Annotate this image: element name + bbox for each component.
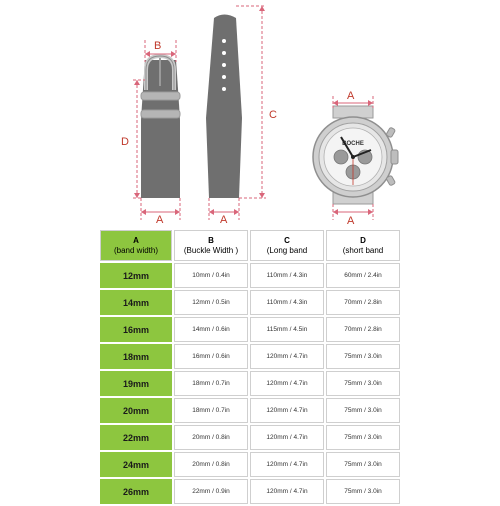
band-width-cell: 18mm xyxy=(100,344,172,369)
short-band-cell: 75mm / 3.0in xyxy=(326,425,400,450)
header-band-width xyxy=(100,230,172,261)
header-label: (Long band xyxy=(266,245,308,255)
table-row xyxy=(100,290,400,315)
header-long-band xyxy=(250,230,324,261)
buckle-width-cell: 18mm / 0.7in xyxy=(174,398,248,423)
buckle-width-cell: 20mm / 0.8in xyxy=(174,425,248,450)
long-band-cell: 120mm / 4.7in xyxy=(250,398,324,423)
short-band-cell: 70mm / 2.8in xyxy=(326,290,400,315)
band-width-cell: 22mm xyxy=(100,425,172,450)
table-row xyxy=(100,371,400,396)
dimension-a-short xyxy=(141,198,180,226)
buckle-width-cell: 22mm / 0.9in xyxy=(174,479,248,504)
dimension-a-watch-top xyxy=(333,90,373,108)
table-row xyxy=(100,317,400,342)
header-letter: B xyxy=(208,235,214,245)
dimension-a-long xyxy=(209,198,239,226)
label-a: A xyxy=(347,90,355,102)
buckle-width-cell: 16mm / 0.6in xyxy=(174,344,248,369)
short-band-cell: 75mm / 3.0in xyxy=(326,479,400,504)
band-width-cell: 14mm xyxy=(100,290,172,315)
short-band-cell: 75mm / 3.0in xyxy=(326,344,400,369)
header-label: (short band xyxy=(342,245,384,255)
table-row xyxy=(100,479,400,504)
long-band-cell: 120mm / 4.7in xyxy=(250,344,324,369)
watch-illustration xyxy=(313,106,398,204)
header-short-band xyxy=(326,230,400,261)
band-width-cell: 16mm xyxy=(100,317,172,342)
band-width-cell: 24mm xyxy=(100,452,172,477)
label-a: A xyxy=(347,215,355,227)
size-chart-table xyxy=(98,228,402,506)
buckle-width-cell: 10mm / 0.4in xyxy=(174,263,248,288)
header-letter: C xyxy=(284,235,290,245)
table-row xyxy=(100,398,400,423)
dimension-a-watch-bottom xyxy=(333,204,373,227)
header-letter: D xyxy=(360,235,366,245)
header-letter: A xyxy=(133,235,139,245)
short-band-cell: 70mm / 2.8in xyxy=(326,317,400,342)
buckle-width-cell: 20mm / 0.8in xyxy=(174,452,248,477)
buckle-width-cell: 14mm / 0.6in xyxy=(174,317,248,342)
label-a: A xyxy=(220,214,228,226)
long-band-cell: 115mm / 4.5in xyxy=(250,317,324,342)
long-band-cell: 120mm / 4.7in xyxy=(250,452,324,477)
band-width-cell: 12mm xyxy=(100,263,172,288)
long-band-cell: 120mm / 4.7in xyxy=(250,371,324,396)
long-band-cell: 120mm / 4.7in xyxy=(250,479,324,504)
short-band-cell: 75mm / 3.0in xyxy=(326,452,400,477)
table-row xyxy=(100,344,400,369)
header-buckle-width xyxy=(174,230,248,261)
long-band-cell: 110mm / 4.3in xyxy=(250,290,324,315)
dimension-c xyxy=(236,6,277,198)
table-row xyxy=(100,452,400,477)
band-width-cell: 20mm xyxy=(100,398,172,423)
watch-brand: BOCHE xyxy=(342,141,364,147)
label-d: D xyxy=(121,136,129,148)
strap-dimension-diagram xyxy=(0,0,500,230)
band-width-cell: 26mm xyxy=(100,479,172,504)
table-row xyxy=(100,263,400,288)
long-band-cell: 110mm / 4.3in xyxy=(250,263,324,288)
header-label: (Buckle Width ) xyxy=(183,245,239,255)
long-strap xyxy=(206,15,242,199)
band-width-cell: 19mm xyxy=(100,371,172,396)
label-b: B xyxy=(154,40,162,52)
short-band-cell: 75mm / 3.0in xyxy=(326,398,400,423)
label-a: A xyxy=(156,214,164,226)
short-band-cell: 75mm / 3.0in xyxy=(326,371,400,396)
short-band-cell: 60mm / 2.4in xyxy=(326,263,400,288)
label-c: C xyxy=(269,109,277,121)
buckle-width-cell: 12mm / 0.5in xyxy=(174,290,248,315)
buckle-width-cell: 18mm / 0.7in xyxy=(174,371,248,396)
long-band-cell: 120mm / 4.7in xyxy=(250,425,324,450)
table-header-row xyxy=(100,230,400,261)
header-label: (band width) xyxy=(113,245,159,255)
table-row xyxy=(100,425,400,450)
